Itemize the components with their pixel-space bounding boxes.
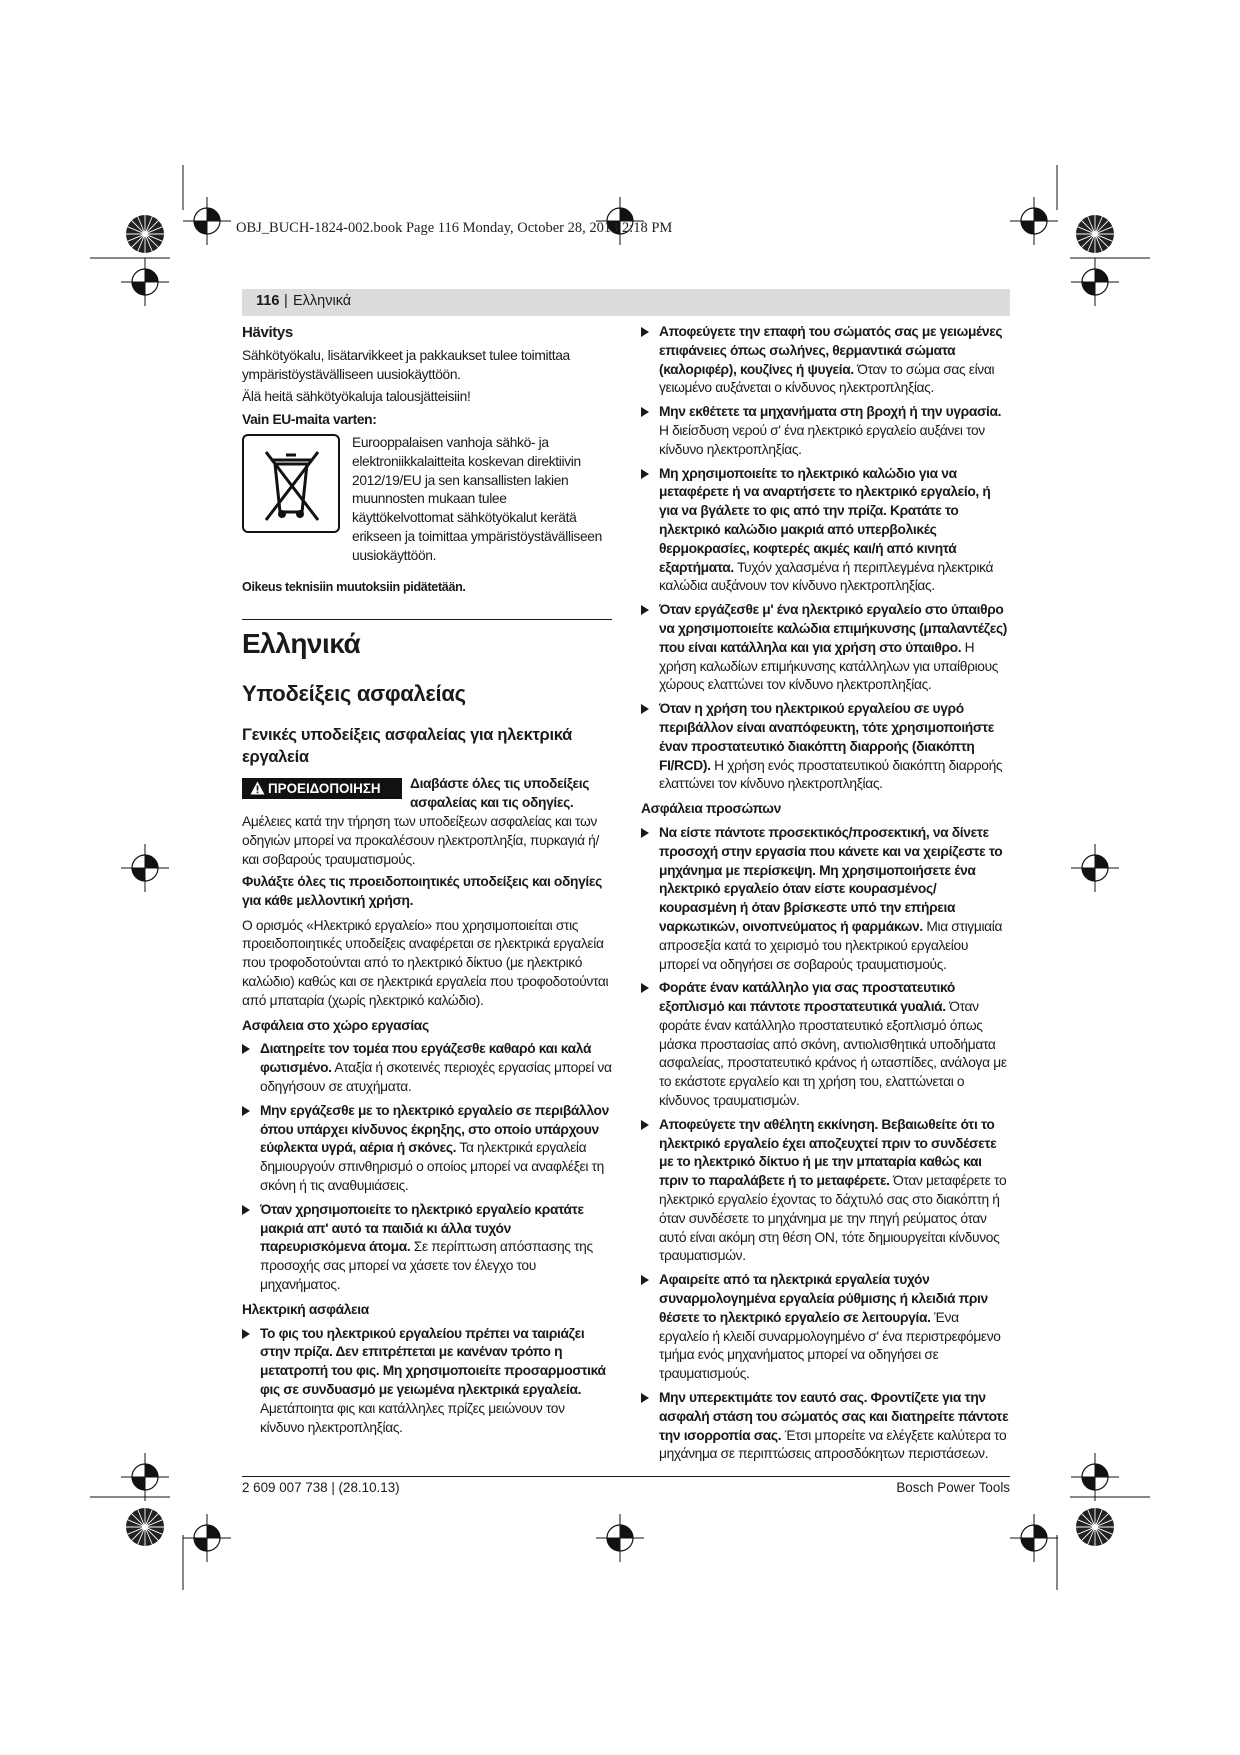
greek-subtitle: Υποδείξεις ασφαλείας <box>242 681 466 706</box>
list-item: Μην υπερεκτιμάτε τον εαυτό σας. Φροντίζετε για την ασφαλή στάση του σώματός σας και διατηρείτε πάντοτε την ισορροπία σας. Έτσι μπορείτε να ελέγξετε καλύτερα το μηχάνημα σε περιπτώσεις απροσδόκητων περιστάσεων. <box>641 1389 1010 1464</box>
eu-heading: Vain EU-maita varten: <box>242 412 377 428</box>
list-item: Αποφεύγετε την αθέλητη εκκίνηση. Βεβαιωθείτε ότι το ηλεκτρικό εργαλείο έχει αποζευχτεί πριν το συνδέσετε με το ηλεκτρικό δίκτυο ή με την μπαταρία καθώς και πριν το παραλάβετε ή το μεταφέρετε. Όταν μεταφέρετε το ηλεκτρικό εργαλείο έχοντας το δάχτυλό σας στο διακόπτη ή όταν συνδέσετε το μηχάνημα με την πηγή ρεύματος όταν αυτό είναι ακόμη στη θέση ON, τότε δημιουργείται κίνδυνος τραυματισμών. <box>641 1116 1010 1266</box>
footer-brand: Bosch Power Tools <box>896 1480 1010 1495</box>
list-item: Αποφεύγετε την επαφή του σώματός σας με γειωμένες επιφάνειες όπως σωλήνες, θερμαντικά σώματα (καλοριφέρ), κουζίνες ή ψυγεία. Όταν το σώμα σας είναι γειωμένο αυξάνεται ο κίνδυνος ηλεκτροπληξίας. <box>641 323 1010 398</box>
list-item: Μην εκθέτετε τα μηχανήματα στη βροχή ή την υγρασία. Η διείσδυση νερού σ' ένα ηλεκτρικό εργαλείο αυξάνει τον κίνδυνο ηλεκτροπληξίας. <box>641 403 1010 459</box>
general-safety-heading: Γενικές υποδείξεις ασφαλείας για ηλεκτρικά εργαλεία <box>242 726 572 766</box>
warning-heading: Διαβάστε όλες τις υποδείξεις ασφαλείας και τις οδηγίες. <box>410 776 590 810</box>
electrical-heading: Ηλεκτρική ασφάλεια <box>242 1301 369 1317</box>
personal-safety-heading: Ασφάλεια προσώπων <box>641 801 781 817</box>
finnish-disposal-section <box>242 324 607 596</box>
list-item: Να είστε πάντοτε προσεκτικός/προσεκτική, να δίνετε προσοχή στην εργασία που κάνετε και να χειρίζεστε το μηχάνημα με περίσκεψη. Μη χρησιμοποιήσετε ένα ηλεκτρικό εργαλείο όταν είστε κουρασμένος/κουρασμένη ή όταν βρίσκεστε υπό την επήρεια ναρκωτικών, οινοπνεύματος ή φαρμάκων. Μια στιγμιαία απροσεξία κατά το χειρισμό του ηλεκτρικού εργαλείου μπορεί να οδηγήσει σε σοβαρούς τραυματισμούς. <box>641 824 1010 974</box>
page-header-bar <box>242 289 1010 316</box>
work-area-heading: Ασφάλεια στο χώρο εργασίας <box>242 1017 429 1033</box>
rights-reserved: Oikeus teknisiin muutoksiin pidätetään. <box>242 579 466 594</box>
list-item: Μην εργάζεσθε με το ηλεκτρικό εργαλείο σε περιβάλλον όπου υπάρχει κίνδυνος έκρηξης, στο οποίο υπάρχουν εύφλεκτα υγρά, αέρια ή σκόνες. Τα ηλεκτρικά εργαλεία δημιουργούν σπινθηρισμό ο οποίος μπορεί να αναφλέξει τη σκόνη ή τις αναθυμιάσεις. <box>242 1102 612 1196</box>
header-language: Ελληνικά <box>293 293 352 309</box>
list-item: Διατηρείτε τον τομέα που εργάζεσθε καθαρό και καλά φωτισμένο. Αταξία ή σκοτεινές περιοχές εργασίας μπορεί να οδηγήσουν σε ατυχήματα. <box>242 1040 612 1096</box>
right-greek-column <box>641 323 1010 1464</box>
keep-instructions: Φυλάξτε όλες τις προειδοποιητικές υποδείξεις και οδηγίες για κάθε μελλοντική χρήση. <box>242 874 602 908</box>
list-item: Αφαιρείτε από τα ηλεκτρικά εργαλεία τυχόν συναρμολογημένα εργαλεία ρύθμισης ή κλειδιά πριν θέσετε το ηλεκτρικό εργαλείο σε λειτουργία. Ένα εργαλείο ή κλειδί συναρμολογημένο σ' ένα περιστρεφόμενο τμήμα ενός μηχανήματος μπορεί να οδηγήσει σε τραυματισμούς. <box>641 1271 1010 1384</box>
list-item: Μη χρησιμοποιείτε το ηλεκτρικό καλώδιο για να μεταφέρετε ή να αναρτήσετε το ηλεκτρικό εργαλείο, ή για να βγάλετε το φις από την πρίζα. Κρατάτε το ηλεκτρικό καλώδιο μακριά από υπερβολικές θερμοκρασίες, κοφτερές ακμές και/ή από κινητά εξαρτήματα. Τυχόν χαλασμένα ή περιπλεγμένα ηλεκτρικά καλώδια αυξάνουν τον κίνδυνο ηλεκτροπληξίας. <box>641 465 1010 597</box>
list-item: Όταν εργάζεσθε μ' ένα ηλεκτρικό εργαλείο στο ύπαιθρο να χρησιμοποιείτε καλώδια επιμήκυνσης (μπαλαντέζες) που είναι κατάλληλα και για χρήση στο ύπαιθρο. Η χρήση καλωδίων επιμήκυνσης κατάλληλων για υπαίθριους χώρους ελαττώνει τον κίνδυνο ηλεκτροπληξίας. <box>641 601 1010 695</box>
footer-doc-number: 2 609 007 738 | (28.10.13) <box>242 1480 400 1495</box>
eu-directive-text: Eurooppalaisen vanhoja sähkö- ja elektroniikkalaitteita koskevan direktiivin 2012/19/EU ja sen kansallisten lakien muunnosten mukaan tulee käyttökelvottomat sähkötyökalut kerätä erikseen ja toimittaa ympäristöystävälliseen uusiokäyttöön. <box>352 434 602 563</box>
page-number: 116 <box>256 293 280 309</box>
warning-badge <box>242 778 402 799</box>
print-slug: OBJ_BUCH-1824-002.book Page 116 Monday, October 28, 2013 2:18 PM <box>236 220 673 236</box>
greek-title: Ελληνικά <box>242 628 361 659</box>
warning-triangle-icon <box>250 781 265 795</box>
left-greek-column <box>242 873 612 1437</box>
header-separator: | <box>284 293 288 309</box>
disposal-warning: Älä heitä sähkötyökaluja talousjätteisiin! <box>242 389 471 405</box>
list-item: Το φις του ηλεκτρικού εργαλείου πρέπει να ταιριάζει στην πρίζα. Δεν επιτρέπεται με κανέναν τρόπο η μετατροπή του φις. Μη χρησιμοποιείτε προσαρμοστικά φις σε συνδυασμό με γειωμένα ηλεκτρικά εργαλεία. Αμετάποιητα φις και κατάλληλες πρίζες μειώνουν τον κίνδυνο ηλεκτροπληξίας. <box>242 1325 612 1438</box>
warning-label: ΠΡΟΕΙΔΟΠΟΙΗΣΗ <box>268 781 381 796</box>
disposal-paragraph: Sähkötyökalu, lisätarvikkeet ja pakkaukset tulee toimittaa ympäristöystävälliseen uusiokäyttöön. <box>242 347 570 382</box>
footer-rule <box>242 1476 1010 1477</box>
list-item: Όταν η χρήση του ηλεκτρικού εργαλείου σε υγρό περιβάλλον είναι αναπόφευκτη, τότε χρησιμοποιήστε έναν προστατευτικό διακόπτη διαρροής (διακόπτη FI/RCD). Η χρήση ενός προστατευτικού διακόπτη διαρροής ελαττώνει τον κίνδυνο ηλεκτροπληξίας. <box>641 700 1010 794</box>
power-tool-definition: Ο ορισμός «Ηλεκτρικό εργαλείο» που χρησιμοποιείται στις προειδοποιητικές υποδείξεις αναφέρεται σε ηλεκτρικά εργαλεία που τροφοδοτούνται από το ηλεκτρικό δίκτυο (με ηλεκτρικό καλώδιο) καθώς και σε ηλεκτρικά εργαλεία που τροφοδοτούνται από μπαταρία (χωρίς ηλεκτρικό καλώδιο). <box>242 917 609 1008</box>
list-item: Όταν χρησιμοποιείτε το ηλεκτρικό εργαλείο κρατάτε μακριά απ' αυτό τα παιδιά κι άλλα τυχόν παρευρισκόμενα άτομα. Σε περίπτωση απόσπασης της προσοχής σας μπορεί να χάσετε τον έλεγχο του μηχανήματος. <box>242 1201 612 1295</box>
disposal-heading: Hävitys <box>242 324 293 341</box>
warning-body: Αμέλειες κατά την τήρηση των υποδείξεων ασφαλείας και των οδηγιών μπορεί να προκαλέσουν ηλεκτροπληξία, πυρκαγιά ή/και σοβαρούς τραυματισμούς. <box>242 814 599 867</box>
section-divider <box>242 619 612 620</box>
list-item: Φοράτε έναν κατάλληλο για σας προστατευτικό εξοπλισμό και πάντοτε προστατευτικά γυαλιά. Όταν φοράτε έναν κατάλληλο προστατευτικό εξοπλισμό όπως μάσκα προστασίας από σκόνη, αντιολισθητικά υποδήματα ασφαλείας, προστατευτικό κράνος ή ωτασπίδες, ανάλογα με το εκάστοτε εργαλείο και τη χρήση του, ελαττώνεται ο κίνδυνος τραυματισμών. <box>641 979 1010 1111</box>
crossed-out-wheeled-bin-icon <box>242 434 340 533</box>
weee-block <box>242 434 607 566</box>
